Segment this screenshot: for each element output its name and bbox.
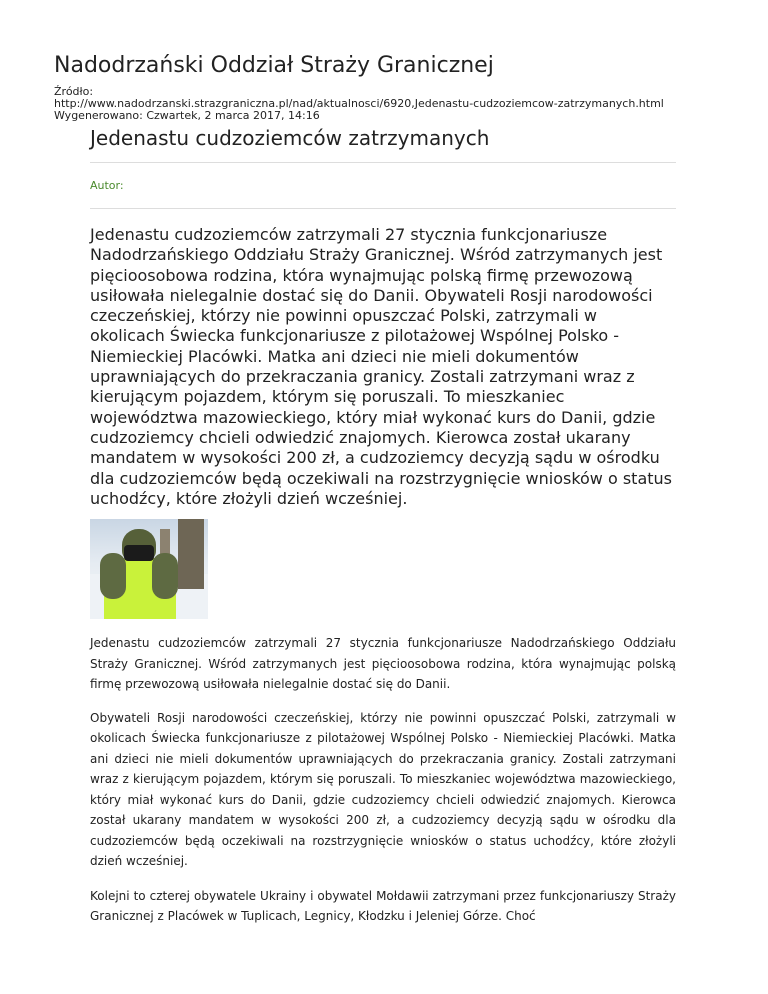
source-label: Źródło:: [54, 85, 94, 98]
author-divider: [90, 208, 676, 209]
article-paragraph: Obywateli Rosji narodowości czeczeńskiej, którzy nie powinni opuszczać Polski, zatrzymali w okolicach Świecka funkcjonariusze z pilotażowej Wspólnej Polsko - Niemieckiej Placówki. Matka ani dzieci nie mieli dokumentów uprawniających do przekraczania granicy. Zostali zatrzymani wraz z kierującym pojazdem, którym się poruszali. To mieszkaniec województwa mazowieckiego, który miał wykonać kurs do Danii, gdzie cudzoziemcy chcieli odwiedzić znajomych. Kierowca został ukarany mandatem w wysokości 200 zł, a cudzoziemcy decyzją sądu w ośrodku dla cudzoziemców będą oczekiwali na rozstrzygnięcie wniosków o status uchodźcy, które złożyli dzień wcześniej.: [90, 710, 676, 869]
generated-date: Wygenerowano: Czwartek, 2 marca 2017, 14:16: [54, 109, 320, 122]
source-url[interactable]: http://www.nadodrzanski.strazgraniczna.pl/nad/aktualnosci/6920,Jedenastu-cudzoziemcow-zatrzymanych.html: [54, 97, 664, 110]
article-title: Jedenastu cudzoziemców zatrzymanych: [90, 126, 490, 150]
binoculars-icon: [124, 545, 154, 561]
title-divider: [90, 162, 676, 163]
article: [90, 124, 676, 927]
photo-tree: [178, 519, 204, 589]
source-meta: [54, 86, 664, 122]
article-paragraph: Kolejni to czterej obywatele Ukrainy i obywatel Mołdawii zatrzymani przez funkcjonariuszy Straży Granicznej z Placówek w Tuplicach, Legnicy, Kłodzku i Jeleniej Górze. Choć: [90, 888, 676, 924]
photo-guard-arm: [152, 553, 178, 599]
article-paragraph: Jedenastu cudzoziemców zatrzymali 27 stycznia funkcjonariusze Nadodrzańskiego Oddziału Straży Granicznej. Wśród zatrzymanych jest pięcioosobowa rodzina, która wynajmując polską firmę przewozową usiłowała nielegalnie dostać się do Danii.: [90, 636, 676, 692]
article-lead: Jedenastu cudzoziemców zatrzymali 27 stycznia funkcjonariusze Nadodrzańskiego Oddziału Straży Granicznej. Wśród zatrzymanych jest pięcioosobowa rodzina, która wynajmując polską firmę przewozową usiłowała nielegalnie dostać się do Danii. Obywateli Rosji narodowości czeczeńskiej, którzy nie powinni opuszczać Polski, zatrzymali w okolicach Świecka funkcjonariusze z pilotażowej Wspólnej Polsko - Niemieckiej Placówki. Matka ani dzieci nie mieli dokumentów uprawniających do przekraczania granicy. Zostali zatrzymani wraz z kierującym pojazdem, którym się poruszali. To mieszkaniec województwa mazowieckiego, który miał wykonać kurs do Danii, gdzie cudzoziemcy chcieli odwiedzić znajomych. Kierowca został ukarany mandatem w wysokości 200 zł, a cudzoziemcy decyzją sądu w ośrodku dla cudzoziemców będą oczekiwali na rozstrzygnięcie wniosków o status uchodźcy, które złożyli dzień wcześniej.: [90, 225, 673, 508]
site-title: Nadodrzański Oddział Straży Granicznej: [54, 53, 494, 78]
article-photo: [90, 519, 208, 619]
author-label: Autor:: [90, 179, 124, 192]
photo-guard-arm: [100, 553, 126, 599]
